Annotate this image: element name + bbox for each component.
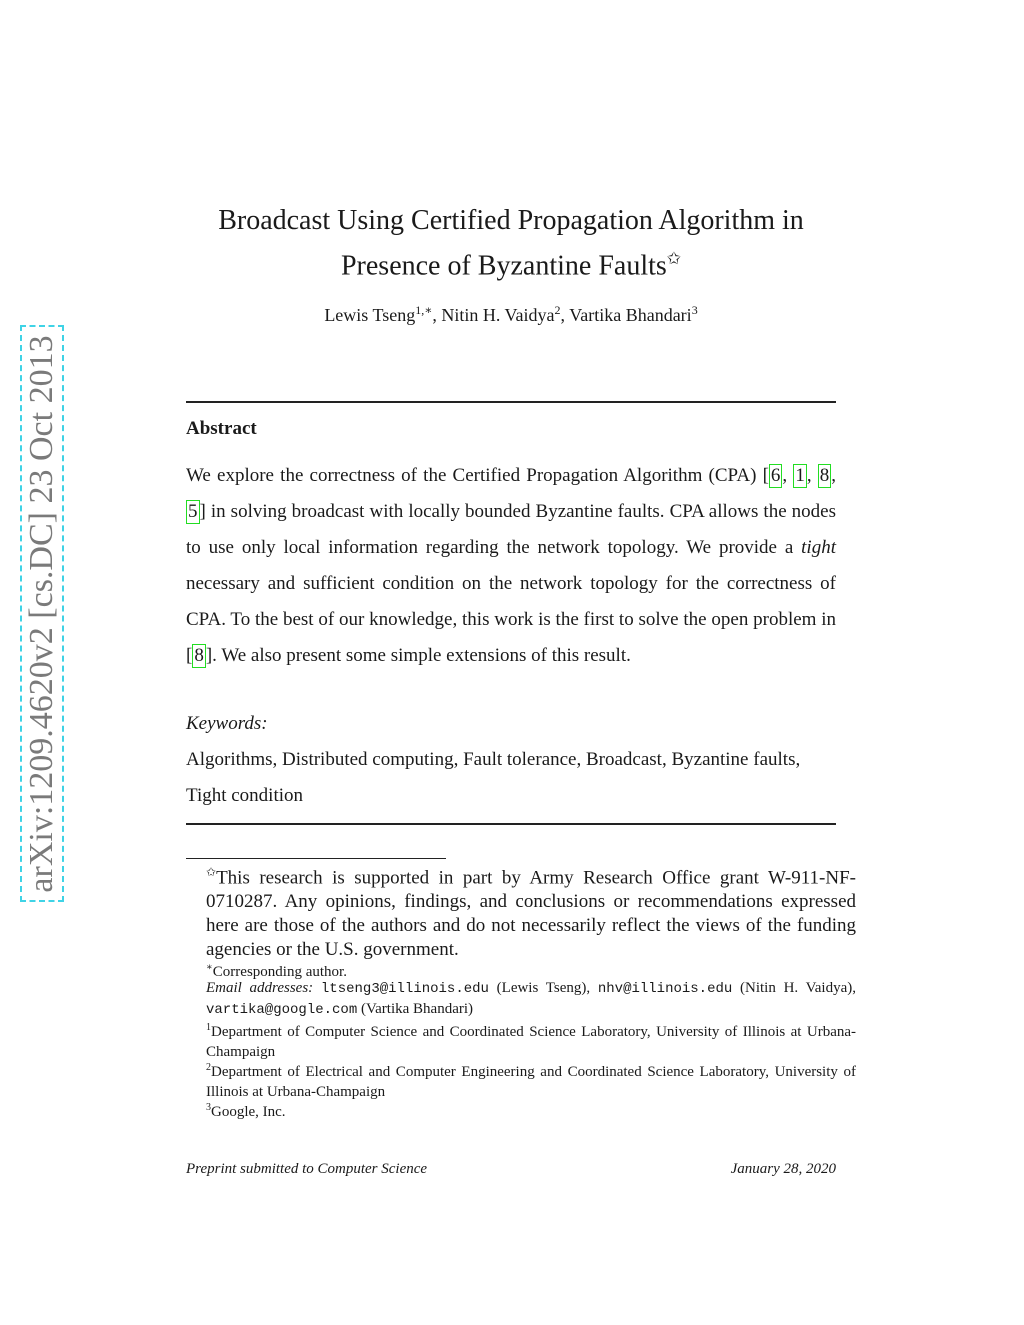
author-list [186, 303, 836, 326]
citation-link[interactable]: 5 [188, 501, 198, 522]
affiliation-2-footnote: $^2$Department of Electrical and Computer Engineering and Coordinated Science Laboratory, University of Illinois at Urbana-Champaign [206, 1062, 856, 1100]
arxiv-identifier-stamp[interactable] [20, 325, 64, 902]
title-footnote-mark[interactable]: ✩ [666, 249, 682, 268]
email-label: Email addresses: [206, 980, 314, 996]
abstract-body: We explore the correctness of the Certified Propagation Algorithm (CPA) [ 6 , 1 , 8 , 5 ] in solving broadcast with locally bounded Byzantine faults. CPA allows the nodes to use only local information regarding the network topology. We provide a tight necessary and sufficient condition on the network topology for the correctness of CPA. To the best of our knowledge, this work is the first to solve the open problem in [ 8 ]. We also present some simple extensions of this result. [186, 465, 836, 666]
keywords-label: Keywords: [186, 713, 268, 734]
preprint-note: Preprint submitted to Computer Science [186, 1161, 428, 1177]
author-1-name: Lewis Tseng [324, 305, 416, 325]
abstract-heading: Abstract [186, 418, 257, 439]
title-line-2: Presence of Byzantine Faults [340, 250, 667, 282]
abstract-text-4: . We also present some simple extensions of this result. [212, 645, 631, 666]
affiliation-3-footnote: $^3$Google, Inc. [206, 1102, 286, 1120]
author-1-affiliation[interactable]: 1,∗ [415, 303, 433, 317]
citation-link[interactable]: 1 [795, 465, 805, 486]
affiliation-1-footnote: $^1$Department of Computer Science and Coordinated Science Laboratory, University of Illinois at Urbana-Champaign [206, 1022, 856, 1060]
email-link[interactable]: ltseng3@illinois.edu [320, 981, 489, 997]
keywords-list: Algorithms, Distributed computing, Fault tolerance, Broadcast, Byzantine faults, Tight condition [186, 749, 801, 806]
arxiv-identifier-text: arXiv:1209.4620v2 [cs.DC] 23 Oct 2013 [23, 334, 60, 893]
abstract-emphasis: tight [801, 537, 836, 558]
email-footnote: Email addresses: ltseng3@illinois.edu (Lewis Tseng), nhv@illinois.edu (Nitin H. Vaidya), vartika@google.com (Vartika Bhandari) [206, 980, 857, 1018]
funding-footnote-mark: ✩ [206, 865, 217, 879]
abstract-top-rule [186, 401, 836, 403]
paper-title [186, 202, 836, 285]
author-2-name: , Nitin H. Vaidya [432, 305, 555, 325]
email-link[interactable]: vartika@google.com [206, 1002, 358, 1018]
citation-link[interactable]: 8 [819, 465, 830, 486]
author-2-affiliation[interactable]: 2 [554, 303, 561, 317]
citation-link[interactable]: 8 [194, 645, 204, 666]
funding-footnote-text: This research is supported in part by Army Research Office grant W-911-NF-0710287. Any opinions, findings, and conclusions or recommendations expressed here are those of the authors and do not necessarily reflect the views of the funding agencies or the U.S. government. [206, 867, 856, 961]
abstract-text-3: necessary and sufficient condition on the network topology for the correctness of CPA. To the best of our knowledge, this work is the first to solve the open problem in [186, 573, 836, 630]
email-link[interactable]: nhv@illinois.edu [597, 981, 733, 997]
title-line-1: Broadcast Using Certified Propagation Algorithm in [218, 205, 804, 236]
author-3-name: , Vartika Bhandari [560, 305, 692, 325]
abstract-text-1: We explore the correctness of the Certified Propagation Algorithm (CPA) [186, 465, 757, 486]
author-3-affiliation[interactable]: 3 [691, 303, 698, 317]
abstract-text-2: in solving broadcast with locally bounded Byzantine faults. CPA allows the nodes to use only local information regarding the network topology. We provide a [186, 501, 836, 558]
abstract-bottom-rule [186, 823, 836, 825]
preprint-date: January 28, 2020 [730, 1161, 836, 1177]
funding-footnote [186, 860, 856, 962]
citation-group: [ 6 , 1 , 8 , 5 ] [188, 465, 836, 522]
corresponding-author-footnote: ∗Corresponding author. [206, 962, 347, 980]
citation-link[interactable]: 6 [770, 465, 781, 486]
footnote-separator [186, 858, 446, 859]
